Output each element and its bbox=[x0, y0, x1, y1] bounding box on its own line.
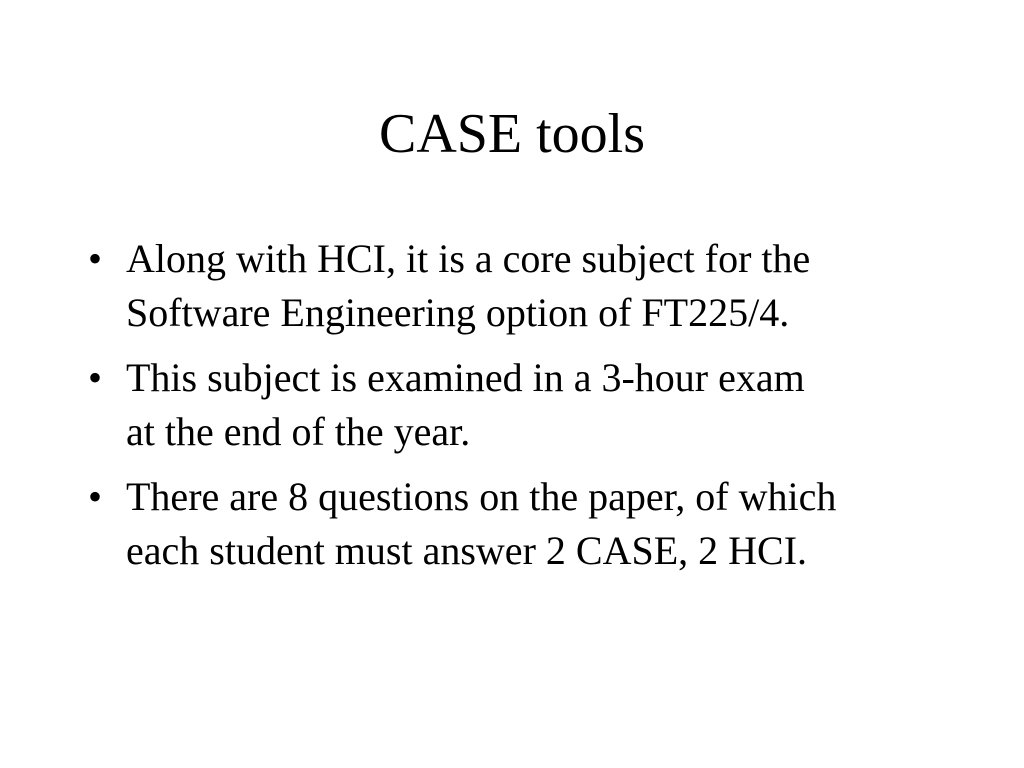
bullet-dot-icon: • bbox=[88, 355, 103, 400]
bullet-item bbox=[84, 470, 964, 578]
bullet-text-line: each student must answer 2 CASE, 2 HCI. bbox=[126, 528, 808, 573]
slide-title: CASE tools bbox=[378, 103, 646, 165]
bullet-text-line: There are 8 questions on the paper, of which bbox=[126, 474, 837, 519]
bullet-dot-icon: • bbox=[88, 474, 103, 519]
bullet-text-line: at the end of the year. bbox=[126, 409, 471, 454]
bullet-item bbox=[84, 351, 964, 459]
bullet-text-line: This subject is examined in a 3-hour exam bbox=[126, 355, 805, 400]
bullet-text-line: Software Engineering option of FT225/4. bbox=[126, 290, 790, 335]
bullet-list bbox=[84, 232, 964, 589]
bullet-text-line: Along with HCI, it is a core subject for the bbox=[126, 236, 811, 281]
bullet-item bbox=[84, 232, 964, 340]
bullet-dot-icon: • bbox=[88, 236, 103, 281]
